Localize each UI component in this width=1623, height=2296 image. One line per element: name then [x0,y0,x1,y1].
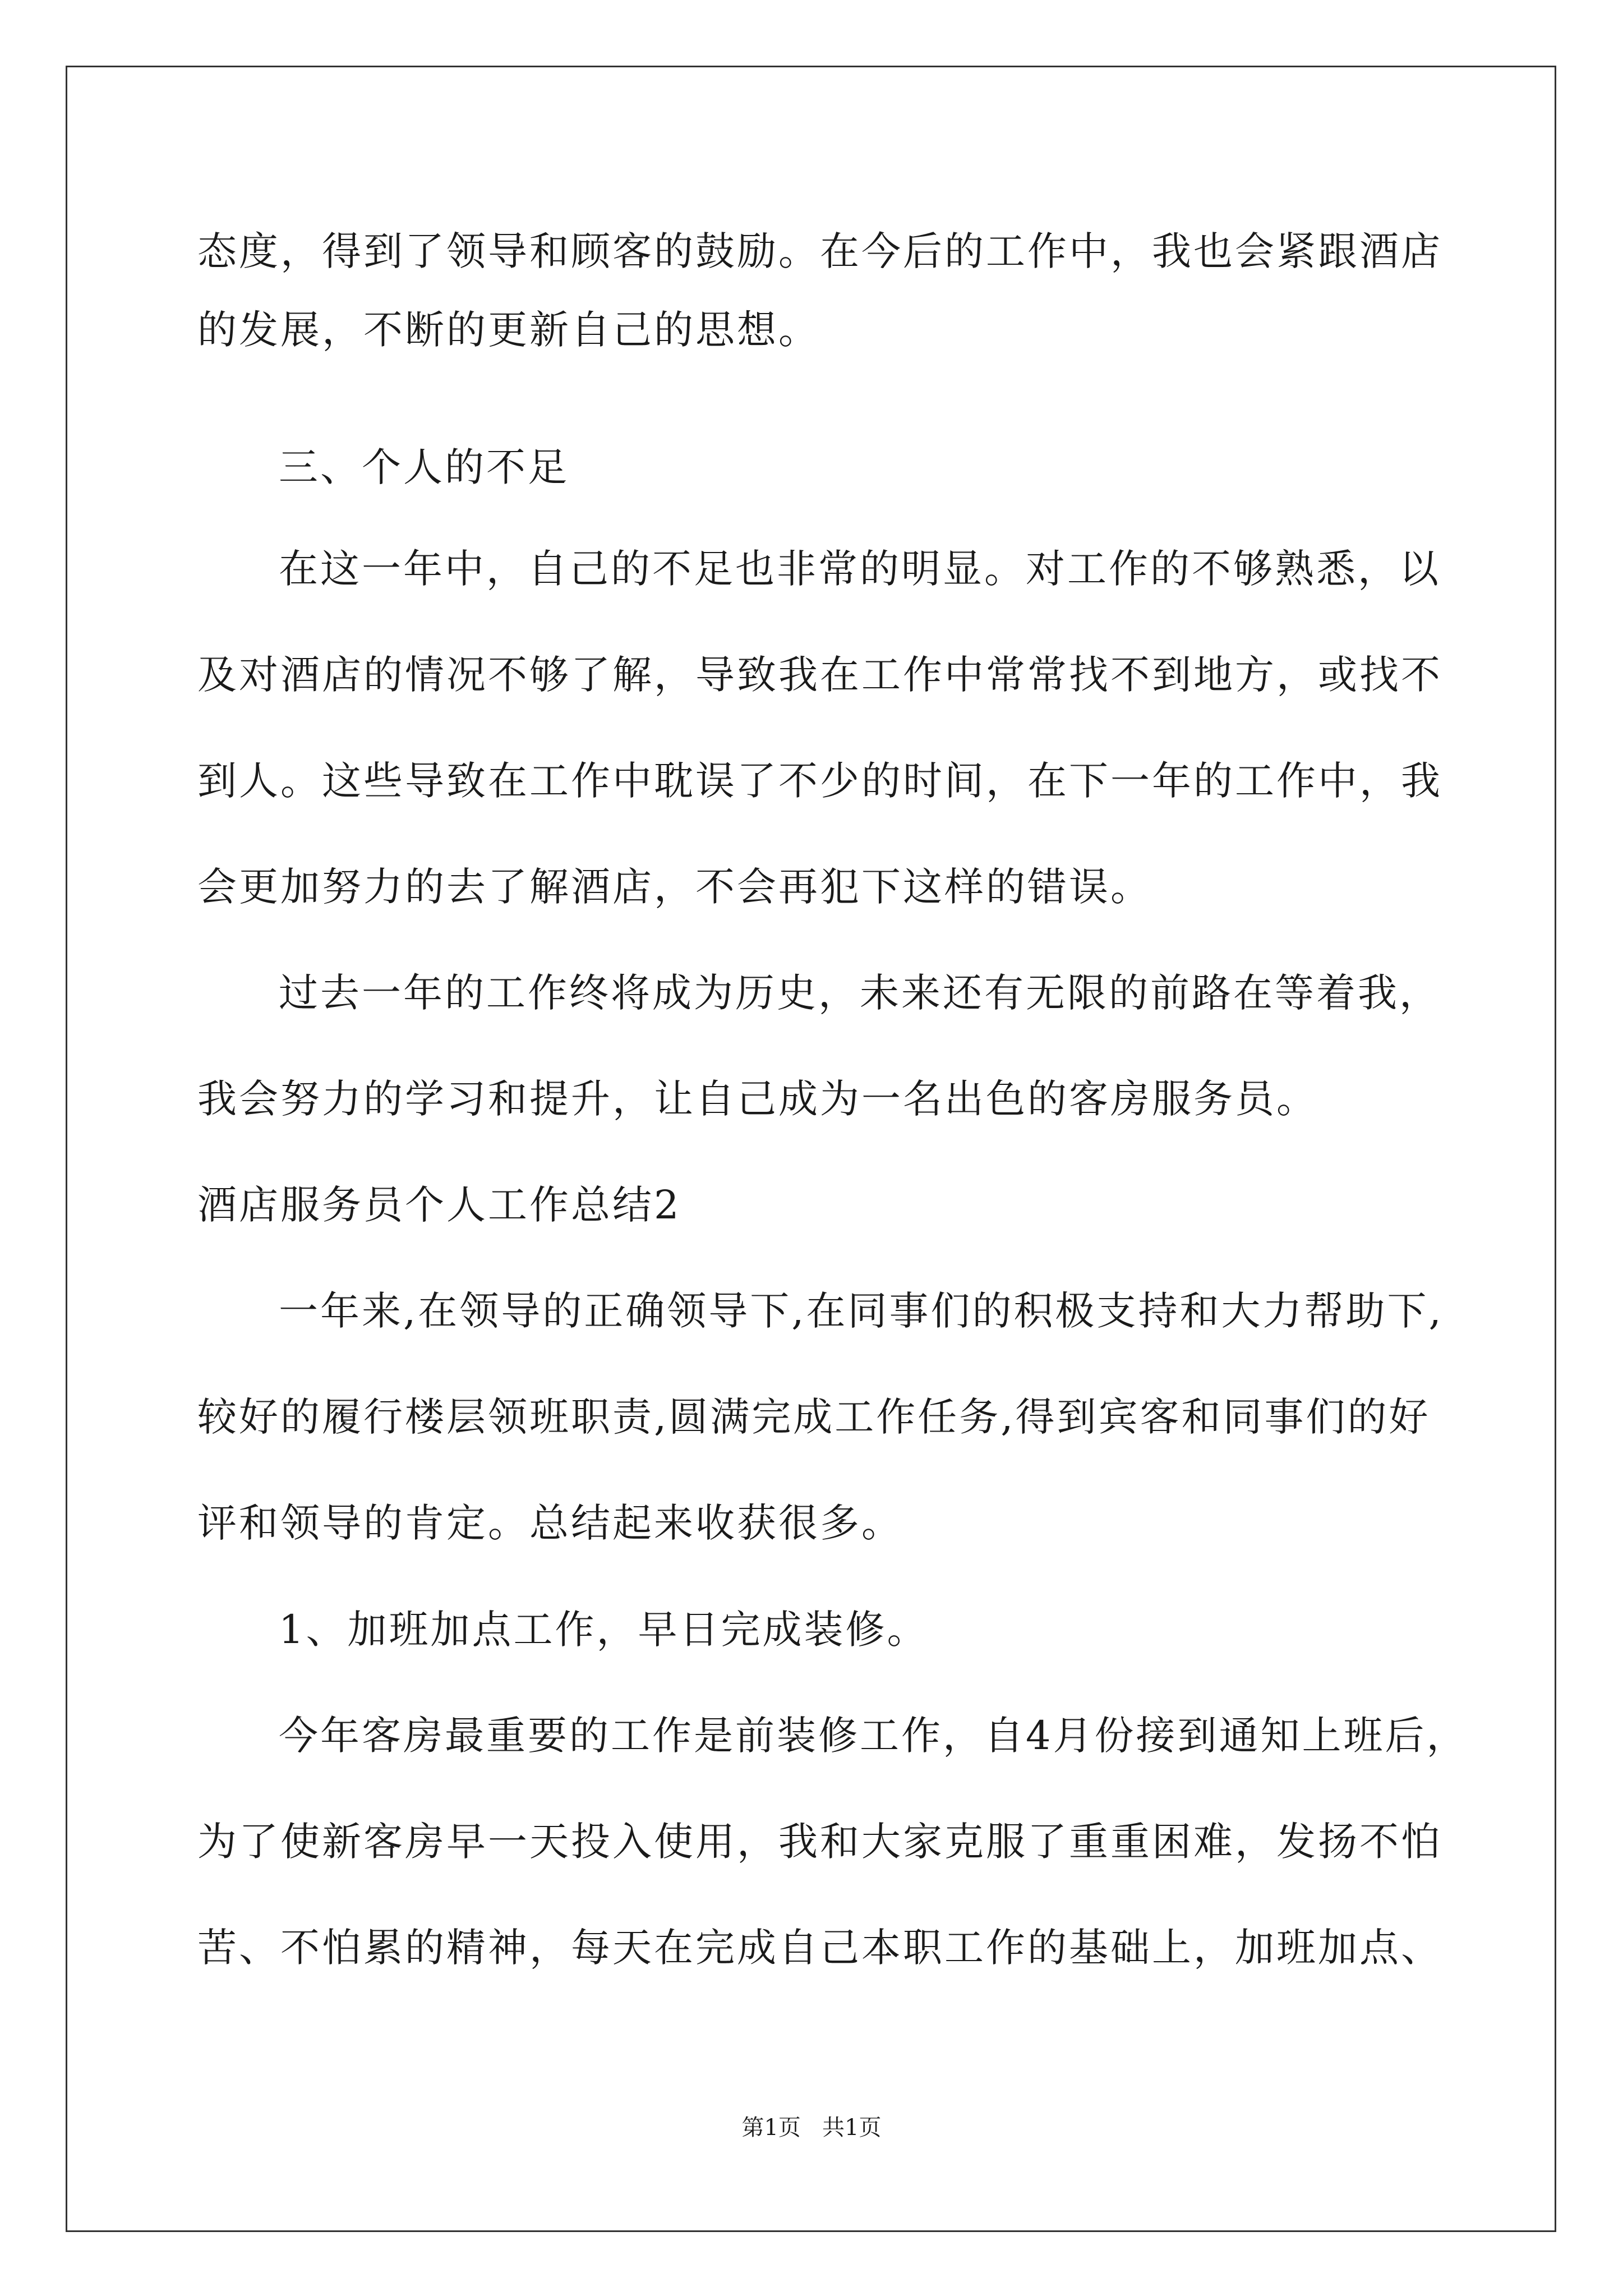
paragraph-line: 到人。这些导致在工作中耽误了不少的时间，在下一年的工作中，我 [197,758,1442,804]
section-heading: 三、个人的不足 [279,444,569,490]
paragraph-line: 在这一年中，自己的不足也非常的明显。对工作的不够熟悉，以 [279,546,1441,592]
paragraph-line: 及对酒店的情况不够了解，导致我在工作中常常找不到地方，或找不 [197,652,1442,698]
section-heading: 1、加班加点工作，早日完成装修。 [279,1607,929,1653]
paragraph-line: 态度，得到了领导和顾客的鼓励。在今后的工作中，我也会紧跟酒店 [197,228,1442,274]
paragraph-line: 我会努力的学习和提升，让自己成为一名出色的客房服务员。 [197,1076,1318,1122]
paragraph-line: 会更加努力的去了解酒店，不会再犯下这样的错误。 [197,864,1152,910]
paragraph-line: 今年客房最重要的工作是前装修工作，自4月份接到通知上班后， [279,1713,1468,1759]
document-title: 酒店服务员个人工作总结2 [197,1182,681,1228]
paragraph-line: 过去一年的工作终将成为历史，未来还有无限的前路在等着我， [279,970,1441,1016]
page-number-footer: 第1页 共1页 [741,2115,882,2141]
paragraph-line: 一年来,在领导的正确领导下,在同事们的积极支持和大力帮助下, [279,1288,1444,1334]
page-frame [66,66,1556,2232]
paragraph-line: 为了使新客房早一天投入使用，我和大家克服了重重困难，发扬不怕 [197,1819,1442,1865]
paragraph-line: 评和领导的肯定。总结起来收获很多。 [197,1500,903,1546]
paragraph-line: 的发展，不断的更新自己的思想。 [197,307,820,353]
paragraph-line: 较好的履行楼层领班职责,圆满完成工作任务,得到宾客和同事们的好 [197,1394,1431,1440]
paragraph-line: 苦、不怕累的精神，每天在完成自己本职工作的基础上，加班加点、 [197,1925,1442,1971]
